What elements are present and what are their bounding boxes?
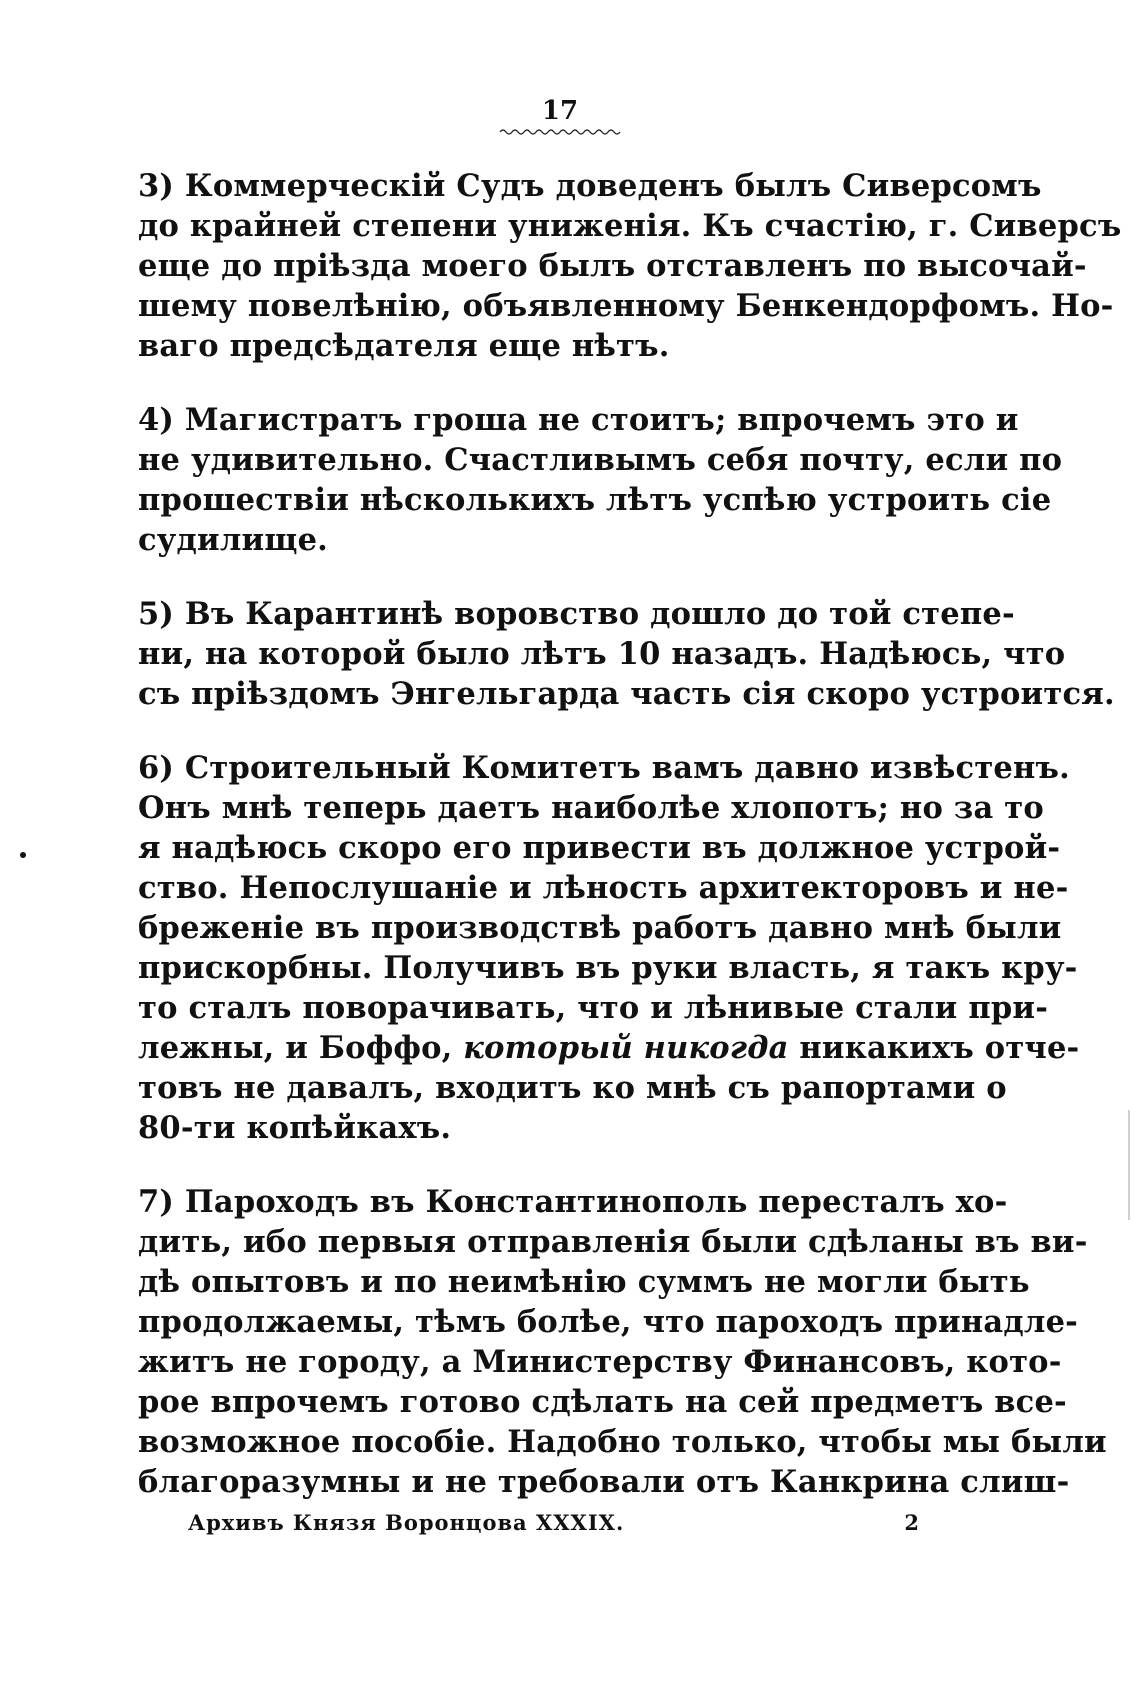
wavy-rule-ornament <box>498 126 622 136</box>
page-number: 17 <box>541 96 579 126</box>
text-line: ваго предсѣдателя еще нѣтъ. <box>138 328 670 364</box>
text-line: не удивительно. Счастливымъ себя почту, если по <box>138 442 1063 478</box>
scan-edge-shadow <box>1128 1110 1130 1220</box>
text-line: благоразумны и не требовали отъ Канкрина слиш- <box>138 1464 1070 1500</box>
text-line: съ пріѣздомъ Энгельгарда часть сія скоро устроится. <box>138 676 1115 712</box>
text-line: 7) Пароходъ въ Константинополь пересталъ хо- <box>138 1184 1008 1220</box>
signature-line: Архивъ Князя Воронцова XXXIX. <box>188 1510 625 1535</box>
text-line: то сталъ поворачивать, что и лѣнивые стали при- <box>138 990 1049 1026</box>
text-line: я надѣюсь скоро его привести въ должное устрой- <box>138 830 1061 866</box>
text-line: прошествіи нѣсколькихъ лѣтъ успѣю устроить сіе <box>138 482 1052 518</box>
text-line: судилище. <box>138 522 328 558</box>
text-line: житъ не городу, а Министерству Финансовъ, кото- <box>138 1344 1062 1380</box>
text-line: прискорбны. Получивъ въ руки власть, я такъ кру- <box>138 950 1078 986</box>
paragraph-6 <box>138 748 1080 1148</box>
text-line: возможное пособіе. Надобно только, чтобы мы были <box>138 1424 1107 1460</box>
text-line: ни, на которой было лѣтъ 10 назадъ. Надѣюсь, что <box>138 636 1066 672</box>
text-line: дить, ибо первыя отправленія были сдѣланы въ ви- <box>138 1224 1088 1260</box>
text-line: Онъ мнѣ теперь даетъ наиболѣе хлопотъ; но за то <box>138 790 1044 826</box>
text-line: товъ не давалъ, входитъ ко мнѣ съ рапортами о <box>138 1070 1007 1106</box>
text-line: 5) Въ Карантинѣ воровство дошло до той степе- <box>138 596 1015 632</box>
ink-speck <box>19 851 27 859</box>
text-line: еще до пріѣзда моего былъ отставленъ по высочай- <box>138 248 1087 284</box>
text-line: 4) Магистратъ гроша не стоитъ; впрочемъ это и <box>138 402 1019 438</box>
paragraph-5 <box>138 594 1115 714</box>
sheet-mark: 2 <box>904 1510 920 1535</box>
text-line: продолжаемы, тѣмъ болѣе, что пароходъ принадле- <box>138 1304 1079 1340</box>
text-fragment: лежны, и Боффо, <box>138 1030 464 1066</box>
paragraph-3 <box>138 166 1122 366</box>
text-line: рое впрочемъ готово сдѣлать на сей предметъ все- <box>138 1384 1067 1420</box>
text-line: ство. Непослушаніе и лѣность архитекторовъ и не- <box>138 870 1069 906</box>
text-line: 3) Коммерческій Судъ доведенъ былъ Сиверсомъ <box>138 168 1042 204</box>
text-fragment: никакихъ отче- <box>788 1030 1080 1066</box>
text-line-with-italic <box>138 1028 1080 1068</box>
text-line: 80-ти копѣйкахъ. <box>138 1110 452 1146</box>
italic-emphasis: который никогда <box>463 1030 789 1066</box>
page-footer <box>188 1510 920 1535</box>
text-line: до крайней степени униженія. Къ счастію, г. Сиверсъ <box>138 208 1122 244</box>
text-line: шему повелѣнію, объявленному Бенкендорфомъ. Но- <box>138 288 1114 324</box>
text-line: дѣ опытовъ и по неимѣнію суммъ не могли быть <box>138 1264 1030 1300</box>
paragraph-7 <box>138 1182 1107 1502</box>
page-header <box>490 96 630 136</box>
text-line: бреженіе въ производствѣ работъ давно мнѣ были <box>138 910 1062 946</box>
text-line: 6) Строительный Комитетъ вамъ давно извѣстенъ. <box>138 750 1070 786</box>
body-text <box>138 166 1122 1502</box>
paragraph-4 <box>138 400 1063 560</box>
